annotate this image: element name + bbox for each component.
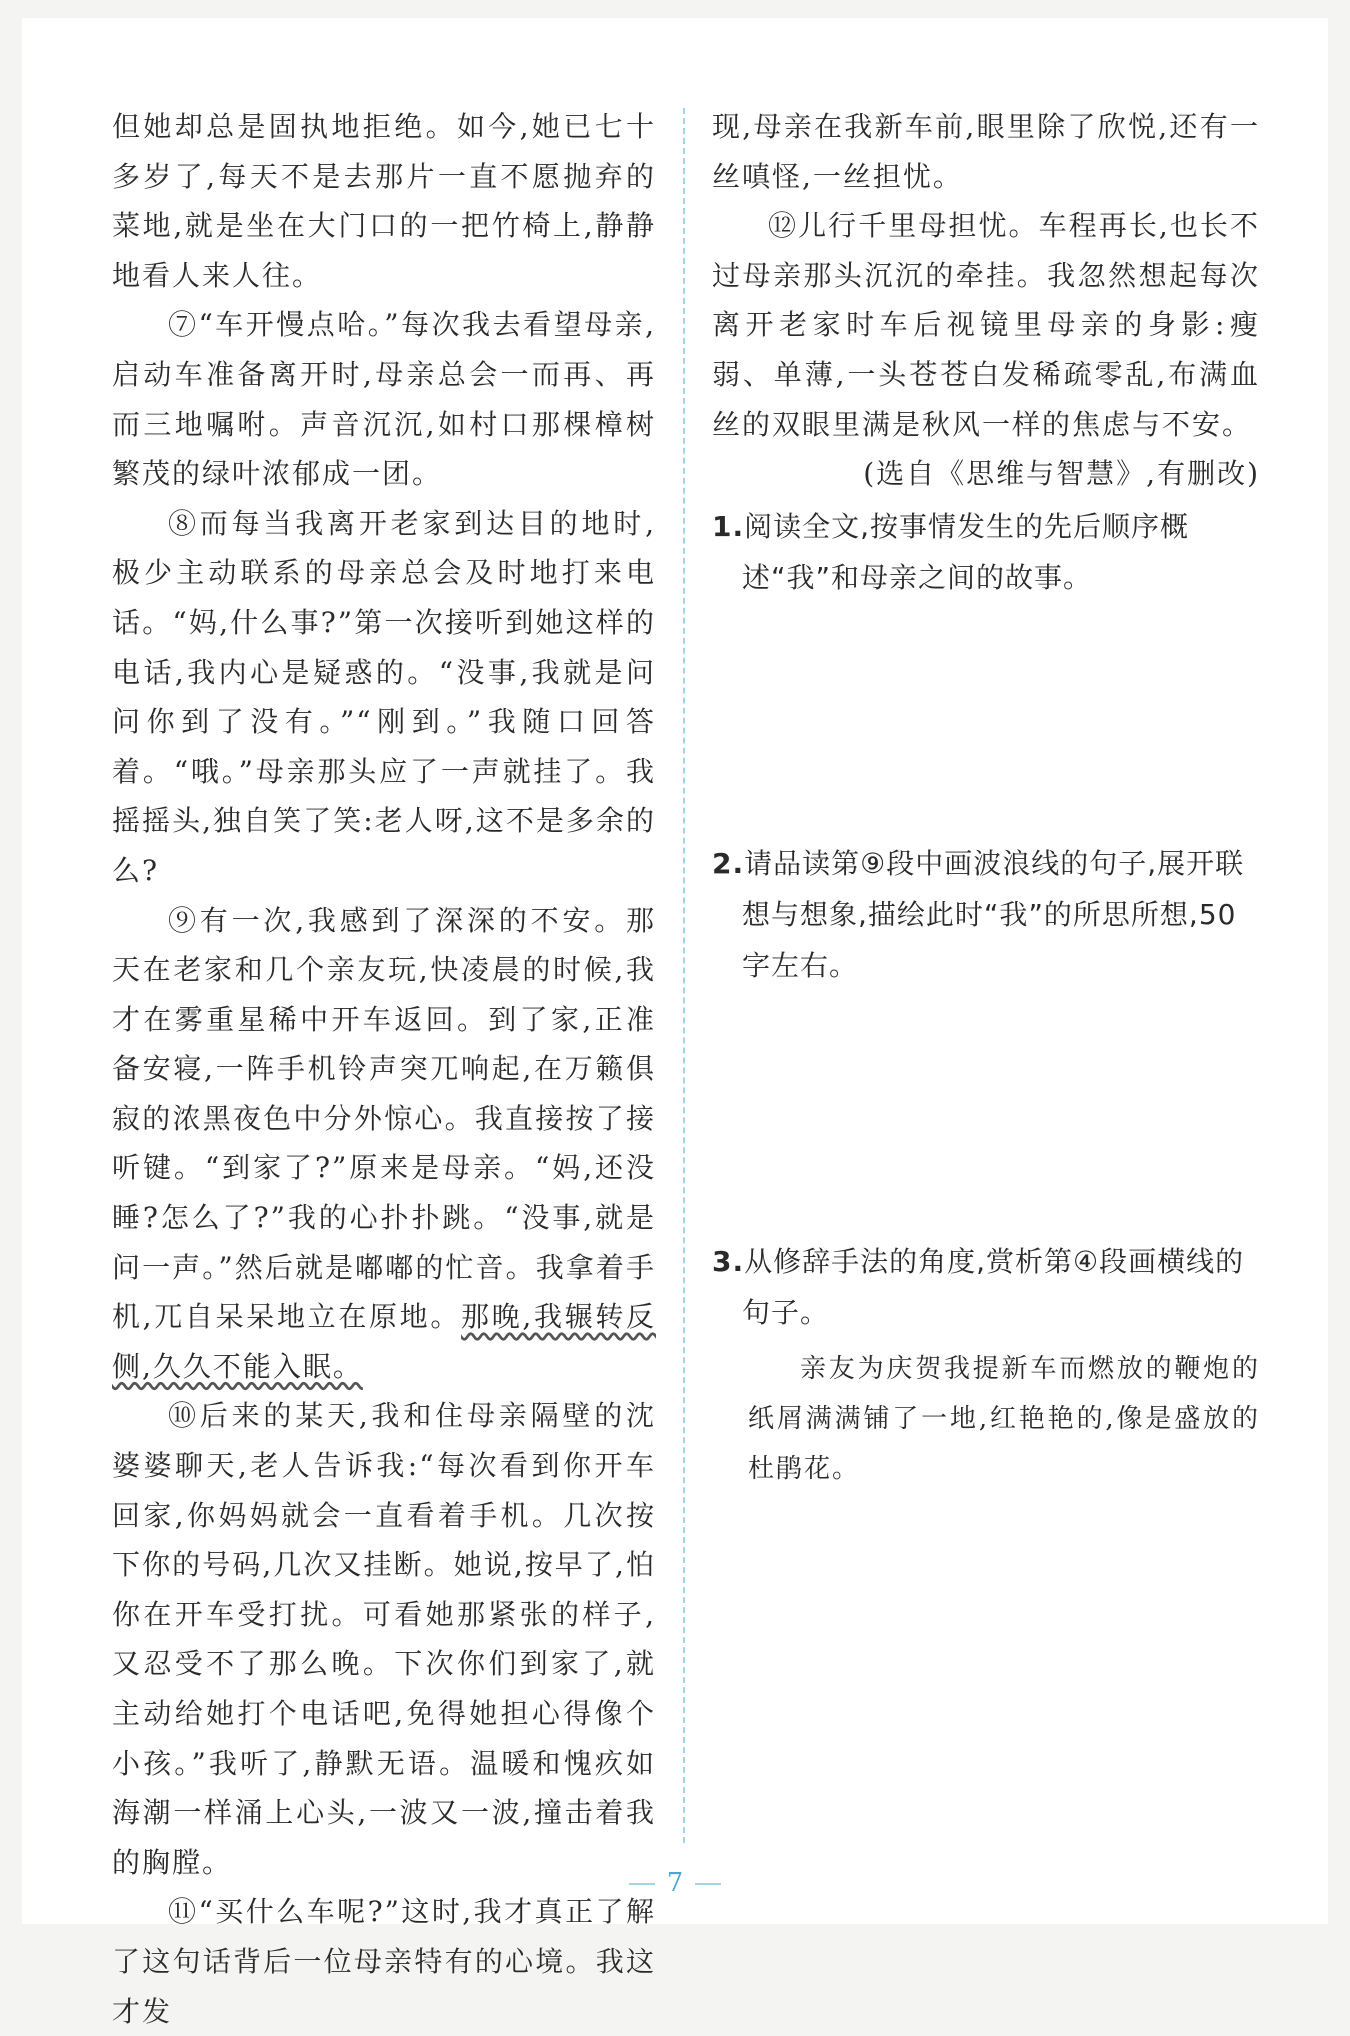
question-number: 1. <box>712 509 745 543</box>
question-1 <box>712 501 1260 603</box>
question-3 <box>712 1236 1260 1338</box>
quoted-sentence: 亲友为庆贺我提新车而燃放的鞭炮的纸屑满满铺了一地,红艳艳的,像是盛放的杜鹃花。 <box>748 1353 1260 1484</box>
paragraph-11-end: 现,母亲在我新车前,眼里除了欣悦,还有一丝嗔怪,一丝担忧。 <box>712 110 1260 193</box>
paragraph-11: ⑪“买什么车呢?”这时,我才真正了解了这句话背后一位母亲特有的心境。我这才发 <box>112 1895 656 2028</box>
question-text: 请品读第⑨段中画波浪线的句子,展开联想与想象,描绘此时“我”的所思所想,50字左右。 <box>742 846 1245 982</box>
column-divider <box>683 108 685 1843</box>
question-2 <box>712 838 1260 991</box>
source-citation: (选自《思维与智慧》,有删改) <box>863 457 1260 491</box>
paragraph-10: ⑩后来的某天,我和住母亲隔壁的沈婆婆聊天,老人告诉我:“每次看到你开车回家,你妈妈就会一直看着手机。几次按下你的号码,几次又挂断。她说,按早了,怕你在开车受打扰。可看她那紧张的样子,又忍受不了那么晚。下次你们到家了,就主动给她打个电话吧,免得她担心得像个小孩。”我听了,静默无语。温暖和愧疚如海潮一样涌上心头,一波又一波,撞击着我的胸膛。 <box>112 1399 656 1879</box>
page-number <box>0 1868 1350 1898</box>
paragraph-8: ⑧而每当我离开老家到达目的地时,极少主动联系的母亲总会及时地打来电话。“妈,什么事?”第一次接听到她这样的电话,我内心是疑惑的。“没事,我就是问问你到了没有。”“刚到。”我随口回答着。“哦。”母亲那头应了一声就挂了。我摇摇头,独自笑了笑:老人呀,这不是多余的么? <box>112 506 656 887</box>
paragraph-7: ⑦“车开慢点哈。”每次我去看望母亲,启动车准备离开时,母亲总会一而再、再而三地嘱咐。声音沉沉,如村口那棵樟树繁茂的绿叶浓郁成一团。 <box>112 308 656 491</box>
paragraph-9-text: ⑨有一次,我感到了深深的不安。那天在老家和几个亲友玩,快凌晨的时候,我才在雾重星稀中开车返回。到了家,正准备安寝,一阵手机铃声突兀响起,在万籁俱寂的浓黑夜色中分外惊心。我直接按了接听键。“到家了?”原来是母亲。“妈,还没睡?怎么了?”我的心扑扑跳。“没事,就是问一声。”然后就是嘟嘟的忙音。我拿着手机,兀自呆呆地立在原地。 <box>112 903 656 1334</box>
right-column <box>712 102 1260 1494</box>
left-column <box>112 102 656 2036</box>
answer-space-2[interactable] <box>712 991 1260 1236</box>
question-text: 阅读全文,按事情发生的先后顺序概述“我”和母亲之间的故事。 <box>742 509 1190 594</box>
question-number: 2. <box>712 846 745 880</box>
question-number: 3. <box>712 1244 745 1278</box>
question-text: 从修辞手法的角度,赏析第④段画横线的句子。 <box>742 1244 1245 1329</box>
paragraph-9 <box>112 896 656 1392</box>
paragraph-6-end: 但她却总是固执地拒绝。如今,她已七十多岁了,每天不是去那片一直不愿抛弃的菜地,就是坐在大门口的一把竹椅上,静静地看人来人往。 <box>112 110 656 292</box>
wavy-underlined-sentence: 那晚,我辗转反侧,久久不能入眠。 <box>112 1300 656 1383</box>
page-number-dash-right <box>695 1883 721 1885</box>
page-number-text: 7 <box>666 1868 684 1898</box>
page-number-dash-left <box>629 1883 655 1885</box>
paragraph-12: ⑫儿行千里母担忧。车程再长,也长不过母亲那头沉沉的牵挂。我忽然想起每次离开老家时车后视镜里母亲的身影:瘦弱、单薄,一头苍苍白发稀疏零乱,布满血丝的双眼里满是秋风一样的焦虑与不安。 <box>712 209 1260 441</box>
answer-space-1[interactable] <box>712 603 1260 838</box>
